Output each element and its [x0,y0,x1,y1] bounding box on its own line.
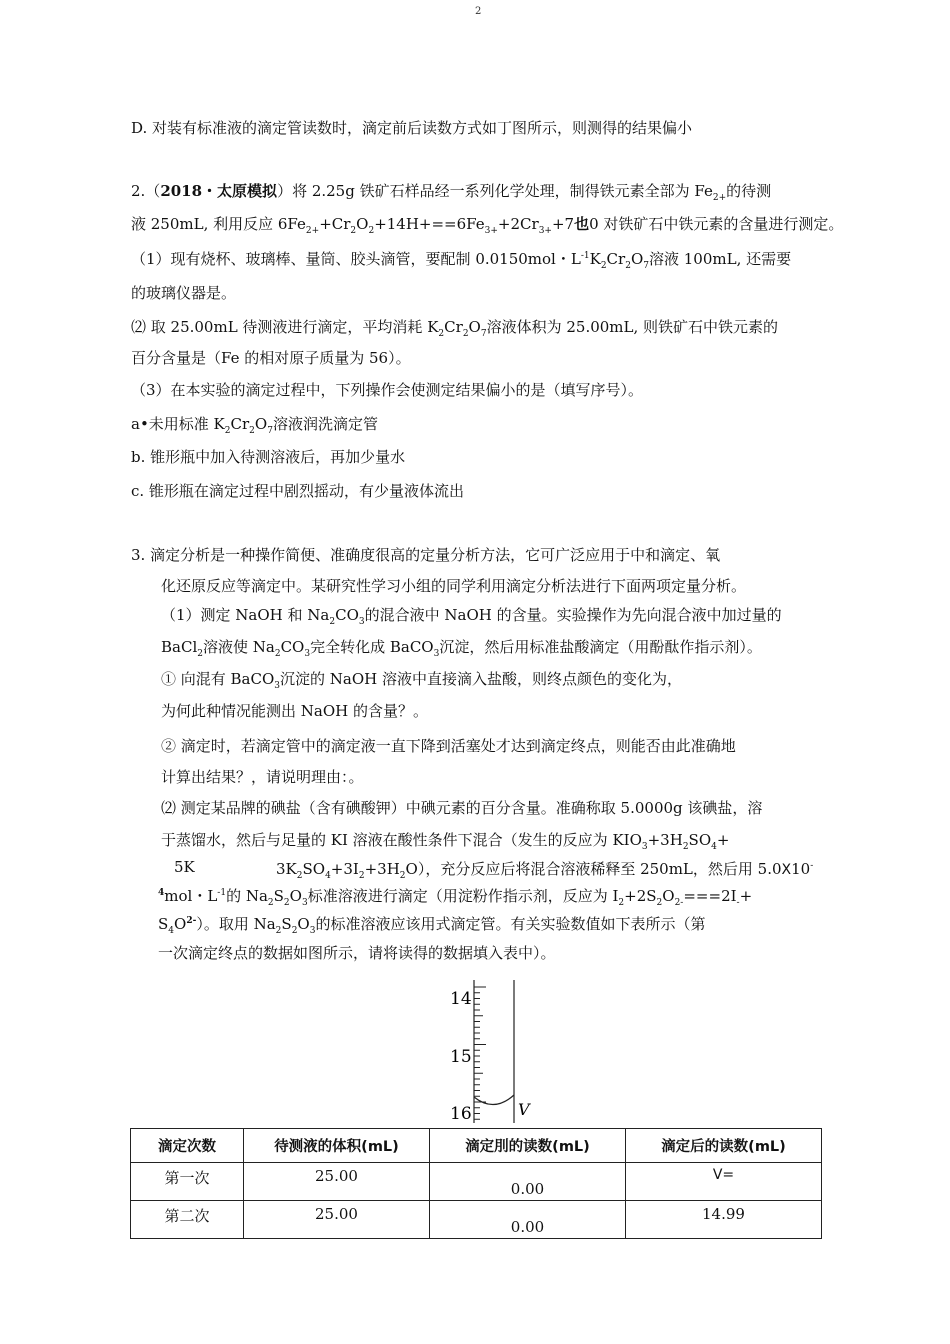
q3-p2-5a: S [158,915,169,933]
q3-p2-4g: O [662,887,675,905]
q2-line-2 [131,213,843,234]
q3-p2-2c: SO [688,831,712,849]
q2-p1-cont: 的玻璃仪器是。 [131,284,237,302]
q3-p2-5f: 的标准溶液应该用式滴定管。有关实验数值如下表所示（第 [315,915,706,933]
q3-p2-5b: O [174,915,187,933]
q2-p2-sub1: 2 [438,329,445,339]
q3-line-1 [131,544,720,565]
q3-part2-line-3a [174,858,195,876]
q2-p1-a: （1）现有烧杯、玻璃棒、量筒、胶头滴管，要配制 0.0150mol・L [131,250,581,268]
q3-p2-6: 一次滴定终点的数据如图所示，请将读得的数据填入表中）。 [158,944,556,962]
q3-p2-5c: ）。取用 Na [196,915,276,933]
q3-p1-sub2: 3 [358,617,365,627]
q3-p1-2sub1: 2 [197,649,203,659]
q3-sub2-line [161,735,736,756]
header-sample-volume: 待测液的体积(mL) [244,1129,430,1163]
q2-opt-a-2: Cr [230,415,250,433]
q2-p2-cont: 百分含量是（Fe 的相对原子质量为 56）。 [131,349,411,367]
q3-p2-4sub7: - [736,898,740,908]
q3-p2-4sub1: 2 [267,898,274,908]
q2-opt-b-text: b. 锥形瓶中加入待测溶液后，再加少量水 [131,448,406,466]
q3-s1-a: ① 向混有 BaCO [161,670,275,688]
q2-opt-a-sub1: 2 [224,426,231,436]
header-initial-reading: 滴定刖的读数(mL) [430,1129,626,1163]
q3-p2-3a: 5K [174,858,195,876]
q2-l2-e: +2Cr [497,215,539,233]
q3-p2-3d: +3I [330,860,359,878]
q2-option-a [131,413,378,434]
q3-p2-4sub5: 2 [656,898,663,908]
q2-opt-a-3: O [254,415,268,433]
q3-part2-line-4 [158,885,752,906]
q3-s1-cont: 为何此种情况能测出 NaOH 的含量？。 [161,702,428,720]
q3-p2-4sup2: -1 [217,888,227,898]
row1-count: 第一次 [131,1163,244,1201]
q3-p1-2b: 溶液使 Na [202,638,275,656]
row2-final: 14.99 [626,1201,822,1239]
burette-v-label: V [518,1100,530,1119]
page-number: 2 [475,6,482,17]
q2-l2-sub1: 2+ [305,226,320,236]
q2-l2-sub4: 3+ [484,226,498,236]
q3-p2-4f: +2S [624,887,657,905]
q2-p2-sub3: 7 [480,329,487,339]
q2-p2-c: O [468,318,481,336]
q3-s2-cont: 计算出结果？，请说明理由：。 [161,768,364,786]
q3-p2-4d: O [289,887,302,905]
q3-p2-3g: X [781,862,792,878]
burette-label-16: 16 [450,1104,472,1124]
q3-p1-c: 的混合液中 NaOH 的含量。实验操作为先向混合液中加过量的 [364,606,782,624]
q3-part2-line-5 [158,913,705,934]
q3-p2-2sub2: 2 [682,842,689,852]
q2-l2-sub5: 3+ [538,226,552,236]
q3-p2-5e: O [297,915,310,933]
q3-p2-4sub3: 3 [301,898,308,908]
q2-p1-b: K [589,250,601,268]
q2-p3-text: （3）在本实验的滴定过程中，下列操作会使测定结果偏小的是（填写序号）。 [131,381,644,399]
q3-p2-2b: +3H [647,831,683,849]
q2-l2-a: 液 250mL, 利用反应 6Fe [131,215,306,233]
q3-p1-a: （1）测定 NaOH 和 Na [161,606,330,624]
q2-p2-a: ⑵ 取 25.00mL 待测液进行滴定，平均消耗 K [131,318,439,336]
q3-p2-3b: 3K [276,860,297,878]
q3-s2-text: ② 滴定时，若滴定管中的滴定液一直下降到活塞处才达到滴定终点，则能否由此准确地 [161,737,736,755]
q2-opt-a-4: 溶液润洗滴定管 [272,415,378,433]
row2-volume: 25.00 [244,1201,430,1239]
table-row [131,1201,822,1239]
q2-p1-sub3: 7 [643,261,649,271]
q3-part2-line-6 [158,942,556,963]
q2-p1-sub1: 2 [600,261,607,271]
q2-number: 2.（ [131,182,161,200]
q3-p2-3sub4: 2 [399,871,406,881]
q3-p2-3sup: - [810,861,814,871]
q2-part2-line-2 [131,347,411,368]
q3-p2-3f: O），充分反应后将混合溶液稀释至 250mL，然后用 5.0 [405,860,782,878]
q3-p2-5sub2: 2 [275,926,282,936]
table-header-row [131,1129,822,1163]
q3-p1-b: CO [335,606,359,624]
q2-l2-g: 也 [574,215,590,233]
q3-p2-5sup: 2- [186,916,197,926]
q3-p2-4b: 的 Na [226,887,268,905]
q2-line-1 [131,180,771,201]
row1-final: V= [626,1163,822,1201]
q3-sub1-line-2 [161,700,428,721]
q2-text: ）将 2.25g 铁矿石样品经一系列化学处理，制得铁元素全部为 Fe [277,182,713,200]
q2-part1-line [131,248,791,269]
q3-intro-2: 化还原反应等滴定中。某研究性学习小组的同学利用滴定分析法进行下面两项定量分析。 [161,577,747,595]
q3-p2-5d: S [281,915,292,933]
q3-intro: 3. 滴定分析是一种操作简便、准确度很高的定量分析方法，它可广泛应用于中和滴定、氧 [131,546,721,564]
q3-p2-4sub2: 2 [283,898,290,908]
q3-p2-2d: + [716,831,730,849]
q2-l2-h: 0 对铁矿石中铁元素的含量进行测定。 [589,215,844,233]
q2-l2-d: +14H+==6Fe [374,215,485,233]
burette-ticks [474,987,486,1119]
q3-p2-3c: SO [302,860,326,878]
q3-p2-2sub3: 4 [711,842,717,852]
q2-p1-sub2: 2 [625,261,631,271]
q3-p2-5sub4: 3 [309,926,316,936]
q3-s1-sub: 3 [274,681,281,691]
q3-p1-2sub3: 3 [304,649,311,659]
q3-p2-5sub1: 4 [168,926,175,936]
q3-s1-b: 沉淀的 NaOH 溶液中直接滴入盐酸，则终点颜色的变化为， [280,670,683,688]
q3-p1-2sub4: 3 [433,649,440,659]
q2-option-b [131,446,405,467]
q3-p2-3sub2: 4 [325,871,331,881]
q3-part2-line [161,797,762,818]
q3-p2-4sub4: 2 [618,898,625,908]
q3-p1-sub1: 2 [329,617,336,627]
q2-part1-line-2 [131,282,236,303]
q3-p2-4a: mol・L [164,887,218,905]
q3-p1-2e: 沉淀，然后用标准盐酸滴定（用酚酞作指示剂）。 [439,638,762,656]
q3-part1-line-2 [161,636,762,657]
q3-p2-4sub6: 2- [674,898,684,908]
q3-p2-4sup1: 4 [158,888,165,898]
q2-p1-e: 溶液 100mL, 还需要 [648,250,792,268]
q2-p1-sup: -1 [580,251,590,261]
q2-sub: 2+ [712,193,727,203]
option-d-text: D. 对装有标准液的滴定管读数时，滴定前后读数方式如丁图所示，则测得的结果偏小 [131,119,693,137]
q3-p1-2c: CO [280,638,305,656]
row2-count: 第二次 [131,1201,244,1239]
row1-initial: 0.00 [430,1163,626,1201]
q3-p2-4i: + [739,887,753,905]
q2-p2-b: Cr [444,318,463,336]
q3-p2-3e: +3H [364,860,400,878]
q2-p2-sub2: 2 [462,329,469,339]
q3-part1-line [161,604,782,625]
q2-p1-c: Cr [606,250,626,268]
q3-p2-5sub3: 2 [291,926,298,936]
q3-p2-3h: 10 [791,860,811,878]
q2-option-c [131,480,464,501]
q2-opt-c-text: c. 锥形瓶在滴定过程中剧烈摇动，有少量液体流出 [131,482,464,500]
q3-p1-2a: BaCl [161,638,198,656]
q2-l2-b: +Cr [319,215,351,233]
q3-p2-3sub3: 2 [358,871,365,881]
q3-p2-4c: S [273,887,284,905]
titration-table [130,1128,822,1239]
row2-initial: 0.00 [430,1201,626,1239]
q3-p2-text: ⑵ 测定某品牌的碘盐（含有碘酸钾）中碘元素的百分含量。准确称取 5.0000g 该碘盐，溶 [161,799,763,817]
q3-part2-line-2 [161,829,729,850]
burette-label-15: 15 [450,1047,472,1067]
q3-p1-2sub2: 2 [274,649,281,659]
q2-opt-a-1: a•未用标准 K [131,415,225,433]
q3-line-2 [161,575,746,596]
q2-part2-line [131,316,778,337]
q3-p2-4h: ===2I [683,887,737,905]
q2-part3-line [131,379,643,400]
q3-p1-2d: 完全转化成 BaCO [310,638,434,656]
option-d-line [131,117,692,138]
q2-l2-f: +7 [551,215,575,233]
burette-figure [440,975,550,1125]
q3-sub2-line-2 [161,766,364,787]
burette-label-14: 14 [450,989,472,1009]
table-row [131,1163,822,1201]
row1-volume: 25.00 [244,1163,430,1201]
q3-p2-3sub1: 2 [296,871,303,881]
q3-p2-4e: 标准溶液进行滴定（用淀粉作指示剂，反应为 I [307,887,619,905]
q2-text-end: 的待测 [726,182,772,200]
q3-sub1-line [161,668,682,689]
header-titration-count: 滴定次数 [131,1129,244,1163]
q2-opt-a-sub3: 7 [267,426,273,436]
q2-l2-sub2: 2 [350,226,357,236]
q2-l2-sub3: 2 [368,226,375,236]
q2-p2-d: 溶液体积为 25.00mL, 则铁矿石中铁元素的 [486,318,779,336]
q3-p2-2a: 于蒸馏水，然后与足量的 KI 溶液在酸性条件下混合（发生的反应为 KIO [161,831,642,849]
q2-source: 2018・太原模拟 [160,182,278,200]
q3-part2-line-3 [276,858,813,879]
q3-p2-2sub1: 3 [641,842,648,852]
q2-l2-c: O [356,215,369,233]
header-final-reading: 滴定后的读数(mL) [626,1129,822,1163]
q2-opt-a-sub2: 2 [249,426,255,436]
q2-p1-d: O [630,250,644,268]
